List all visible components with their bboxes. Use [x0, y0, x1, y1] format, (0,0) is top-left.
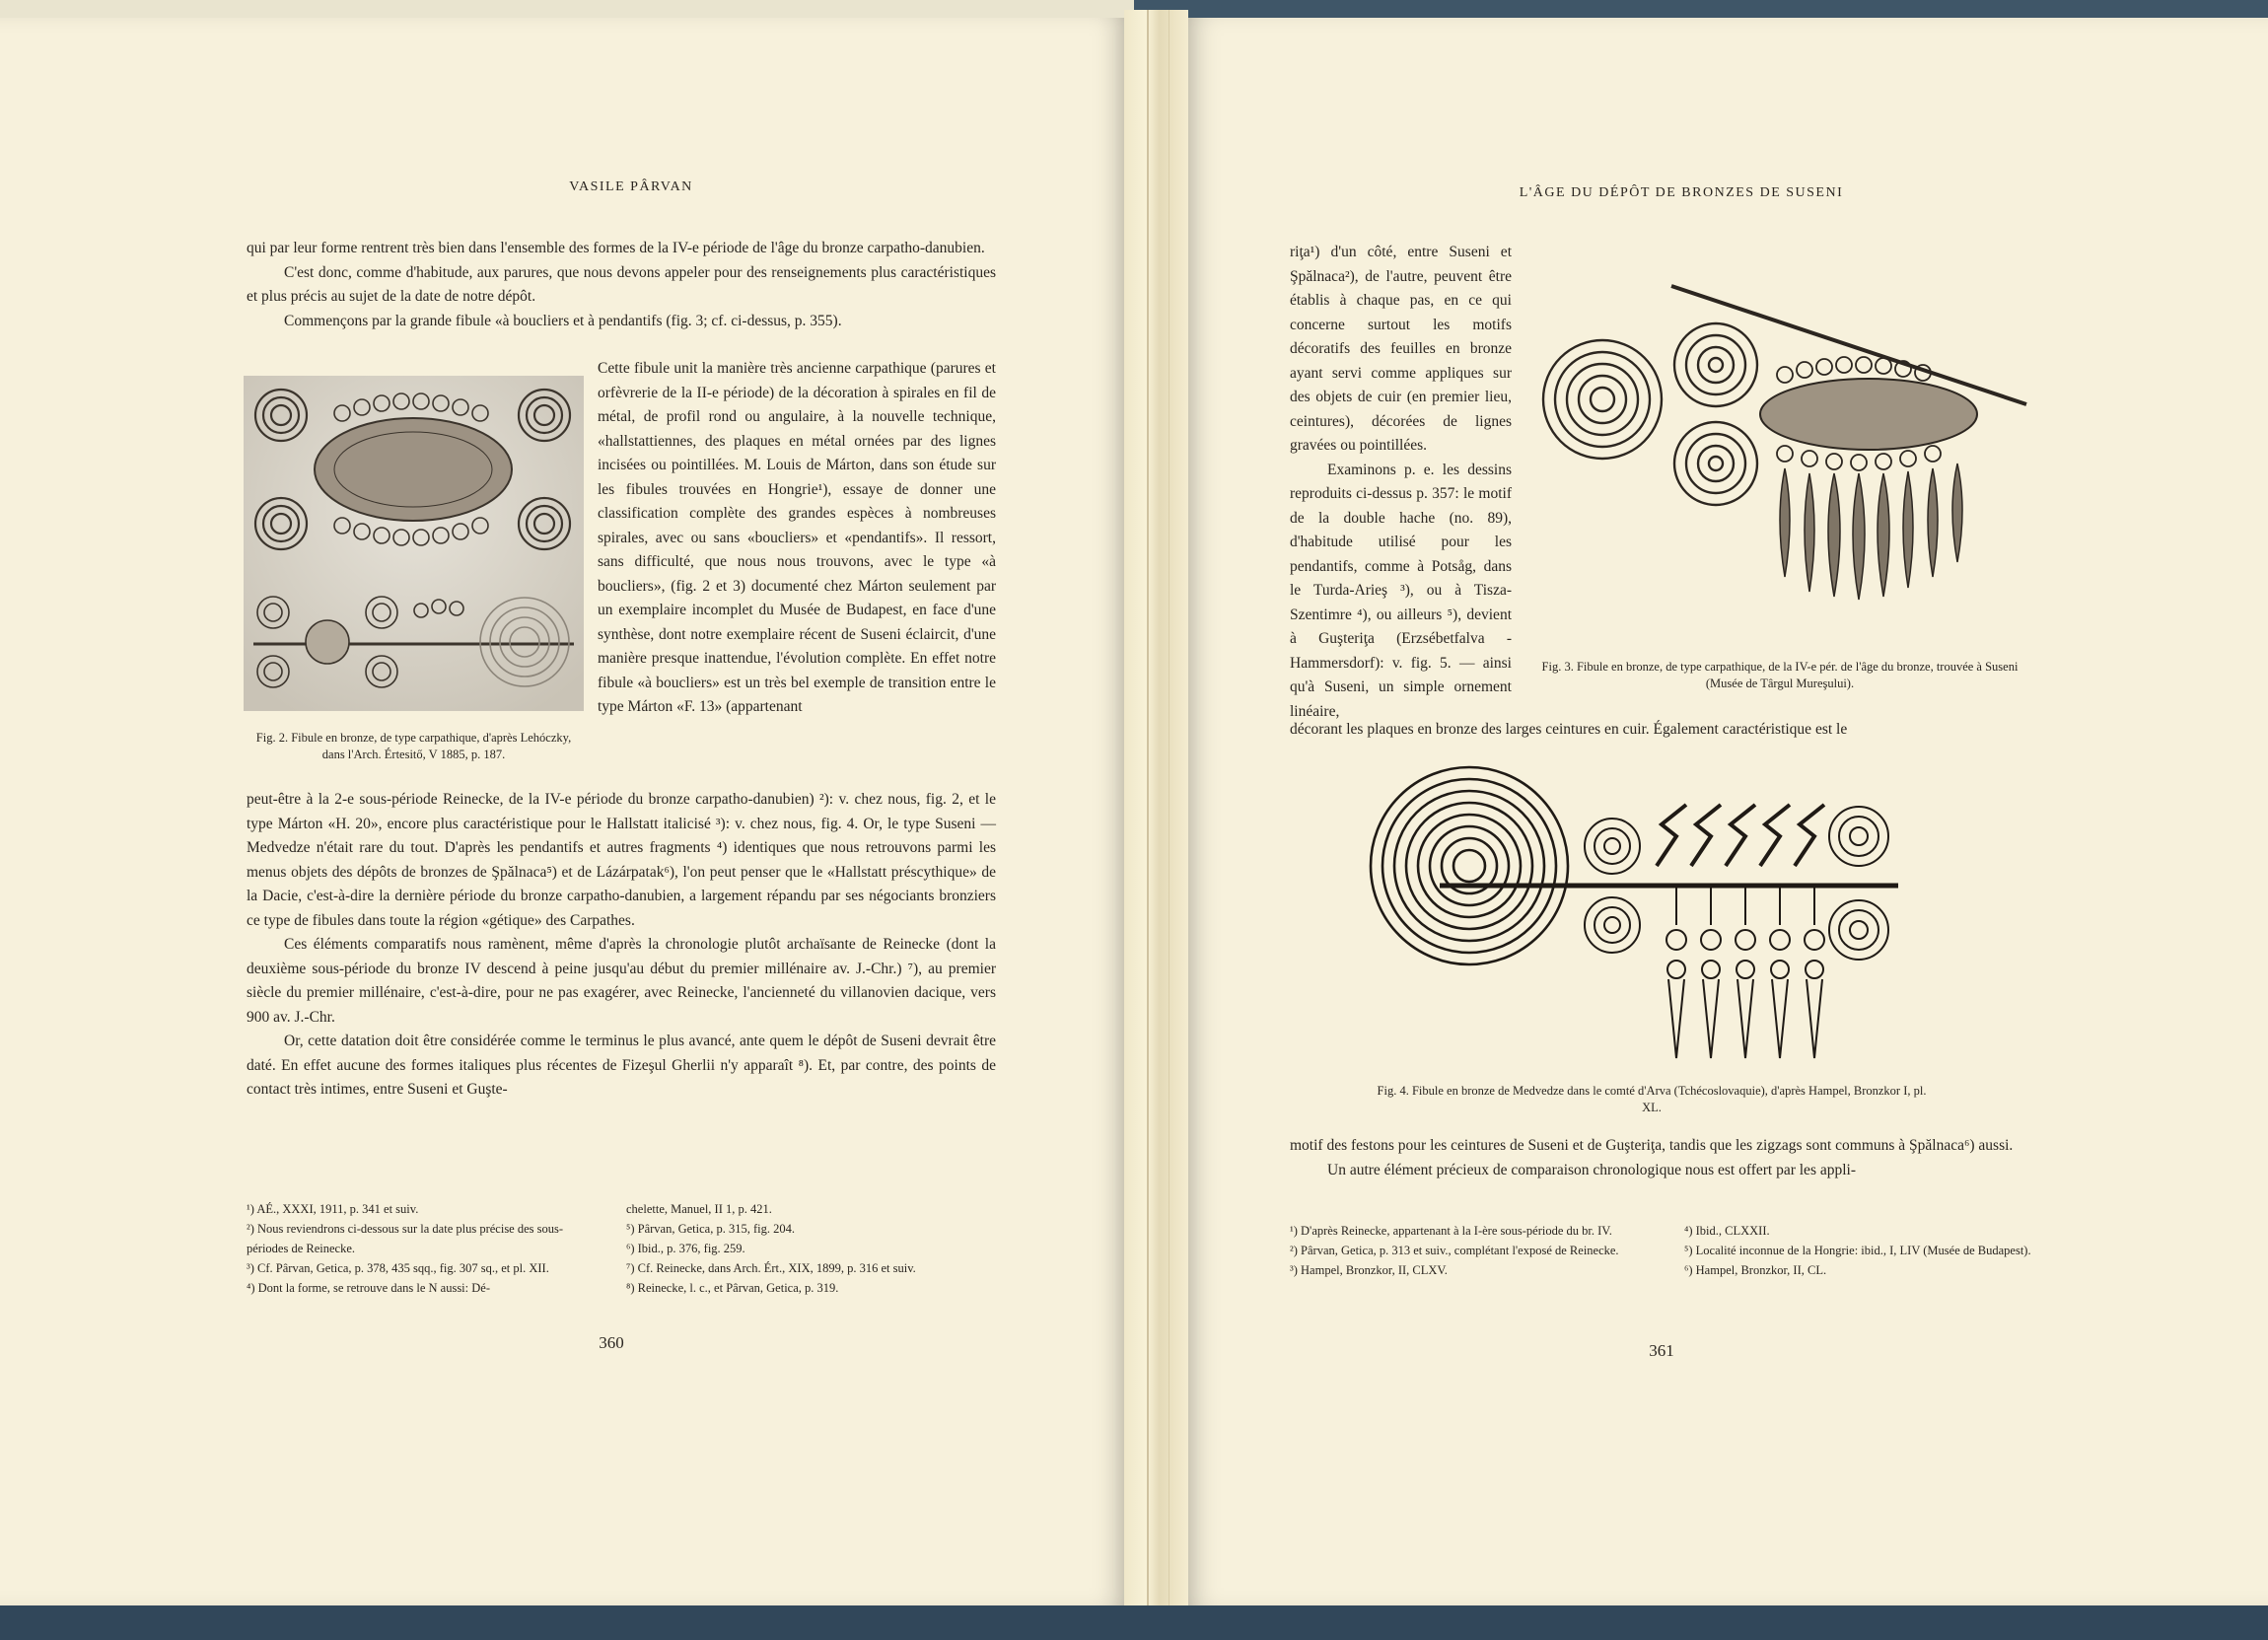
footnotes — [247, 1199, 996, 1327]
running-head: L'ÂGE DU DÉPÔT DE BRONZES DE SUSENI — [1519, 185, 1844, 200]
footnote: ²) Pârvan, Getica, p. 313 et suiv., complétant l'exposé de Reinecke. — [1290, 1244, 1619, 1257]
figure-4-caption: Fig. 4. Fibule en bronze de Medvedze dans le comté d'Arva (Tchécoslovaquie), d'après Hampel, Bronzkor I, pl. XL. — [1377, 1084, 1927, 1114]
paragraph: motif des festons pour les ceintures de Suseni et de Guşteriţa, tandis que les zigzags sont communs à Şpălnaca⁶) aussi. — [1290, 1137, 2014, 1154]
body-text-bottom — [1290, 1134, 2128, 1182]
body-text-beside-figure: Cette fibule unit la manière très ancienne carpathique (parures et orfèvrerie de la II-e période) de la décoration à spirales en fil de métal, de profil rond ou angulaire, à la nouvelle technique, «hallstattiennes, des plaques en métal ornées par des lignes incisées ou pointillées. M. Louis de Márton, dans son étude sur les fibules trouvées en Hongrie¹), essaye de donner une classification complète des grandes espèces à nombreuses spirales, avec ou sans «boucliers» et «pendantifs». Il ressort, sans difficulté, que nous nous trouvons, avec le type «à boucliers», (fig. 2 et 3) documenté chez Márton seulement par un exemplaire incomplet du Musée de Budapest, en face d'une synthèse, dont notre exemplaire récent de Suseni éclaircit, d'une manière presque inattendue, l'évolution complète. En effet notre fibule «à boucliers» est un très bel exemple de transition entre le type Márton «F. 13» (appartenant — [598, 360, 996, 715]
figure-4-fibula-image — [1361, 748, 1913, 1073]
body-text-continued — [247, 788, 996, 1103]
body-text-narrow — [1290, 241, 1512, 724]
figure-3-fibula-image — [1524, 276, 2036, 641]
paragraph: qui par leur forme rentrent très bien dans l'ensemble des formes de la IV-e période de l'âge du bronze carpatho-danubien. — [247, 240, 985, 256]
footnote: chelette, Manuel, II 1, p. 421. — [626, 1202, 772, 1216]
paragraph: riţa¹) d'un côté, entre Suseni et Şpălnaca²), de l'autre, peuvent être établis à chaque pas, en ce qui concerne surtout les motifs décoratifs des feuilles en bronze ayant servi comme appliques sur des objets de cuir (en premier lieu, ceintures), décorées de lignes gravées ou pointillées. — [1290, 244, 1512, 454]
footnote: ³) Cf. Pârvan, Getica, p. 378, 435 sqq., fig. 307 sq., et pl. XII. — [247, 1261, 549, 1275]
page-fold — [1147, 10, 1149, 1605]
figure-3-caption: Fig. 3. Fibule en bronze, de type carpathique, de la IV-e pér. de l'âge du bronze, trouvée à Suseni (Musée de Târgul Mureşului). — [1541, 660, 2019, 690]
body-text-full-line: décorant les plaques en bronze des larges ceintures en cuir. Également caractéristique est le — [1290, 721, 1848, 738]
footnote: ⁶) Ibid., p. 376, fig. 259. — [626, 1242, 745, 1255]
footnote: ²) Nous reviendrons ci-dessous sur la date plus précise des sous-périodes de Reinecke. — [247, 1222, 564, 1255]
footnote: ¹) D'après Reinecke, appartenant à la I-ère sous-période du br. IV. — [1290, 1224, 1612, 1238]
footnote: ⁸) Reinecke, l. c., et Pârvan, Getica, p. 319. — [626, 1281, 839, 1295]
footnote: ⁶) Hampel, Bronzkor, II, CL. — [1684, 1263, 1827, 1277]
footnotes — [1290, 1221, 2128, 1329]
footnote: ¹) AÉ., XXXI, 1911, p. 341 et suiv. — [247, 1202, 419, 1216]
paragraph: peut-être à la 2-e sous-période Reinecke, de la IV-e période du bronze carpatho-danubien) ²): v. chez nous, fig. 2, et le type Márton «H. 20», encore plus caractéristique pour le Hallstatt italicisé ³): v. chez nous, fig. 4. Or, le type Suseni — Medvedze n'était rare du tout. D'après les pendantifs et autres fragments ⁴) identiques que nous retrouvons parmi les menus objets des dépôts de bronzes de Şpălnaca⁵) et de Lázárpatak⁶), l'on peut penser que le «Hallstatt préscythique» de la Dacie, c'est-à-dire la dernière période du bronze carpatho-danubien, a largement répandu par ses négociants bronziers ce type de fibules dans toute la région «gétique» des Carpathes. — [247, 791, 996, 929]
page-number: 360 — [599, 1333, 624, 1352]
book-gutter — [1124, 10, 1188, 1605]
paragraph: Un autre élément précieux de comparaison chronologique nous est offert par les appli- — [1327, 1161, 1856, 1178]
paragraph: Ces éléments comparatifs nous ramènent, même d'après la chronologie plutôt archaïsante de Reinecke (dont la deuxième sous-période du bronze IV descend à peine jusqu'au début du premier millénaire av. J.-Chr.) ⁷), au premier siècle du premier millénaire, c'est-à-dire, pour ne pas exagérer, avec Reinecke, l'ancienneté du villanovien dacique, vers 900 av. J.-Chr. — [247, 936, 996, 1026]
right-page — [1188, 18, 2268, 1605]
paragraph: Or, cette datation doit être considérée comme le terminus le plus avancé, ante quem le dépôt de Suseni devrait être daté. En effet aucune des formes italiques plus récentes de Fizeşul Gherlii n'y apparaît ⁸). Et, par contre, des points de contact très intimes, entre Suseni et Guşte- — [247, 1033, 996, 1098]
footnote: ⁴) Ibid., CLXXII. — [1684, 1224, 1770, 1238]
running-head: VASILE PÂRVAN — [569, 179, 693, 194]
paragraph: C'est donc, comme d'habitude, aux parures, que nous devons appeler pour des renseignements plus caractéristiques et plus précis au sujet de la date de notre dépôt. — [247, 263, 996, 305]
footnote: ⁵) Localité inconnue de la Hongrie: ibid., I, LIV (Musée de Budapest). — [1684, 1244, 2031, 1257]
footnote: ³) Hampel, Bronzkor, II, CLXV. — [1290, 1263, 1448, 1277]
page-number: 361 — [1649, 1341, 1674, 1360]
paragraph: Examinons p. e. les dessins reproduits ci-dessus p. 357: le motif de la double hache (no. 89), d'habitude utilisé pour les pendantifs, comme à Potsåg, dans le Turda-Arieş ³), ou à Tisza-Szentimre ⁴), ou ailleurs ⁵), devient à Guşteriţa (Erzsébetfalva - Hammersdorf): v. fig. 5. — ainsi qu'à Suseni, un simple ornement linéaire, — [1290, 461, 1512, 720]
book-cover-edge-bottom — [0, 1605, 2268, 1640]
footnote: ⁷) Cf. Reinecke, dans Arch. Ért., XIX, 1899, p. 316 et suiv. — [626, 1261, 916, 1275]
body-text-top — [247, 237, 996, 333]
paragraph: Commençons par la grande fibule «à boucliers et à pendantifs (fig. 3; cf. ci-dessus, p. 355). — [284, 312, 842, 329]
footnote: ⁵) Pârvan, Getica, p. 315, fig. 204. — [626, 1222, 795, 1236]
left-page — [0, 18, 1124, 1605]
figure-2-caption: Fig. 2. Fibule en bronze, de type carpathique, d'après Lehóczky, dans l'Arch. Értesitő, V 1885, p. 187. — [255, 731, 572, 761]
figure-2-fibula-image — [244, 376, 584, 711]
footnote: ⁴) Dont la forme, se retrouve dans le N aussi: Dé- — [247, 1281, 490, 1295]
